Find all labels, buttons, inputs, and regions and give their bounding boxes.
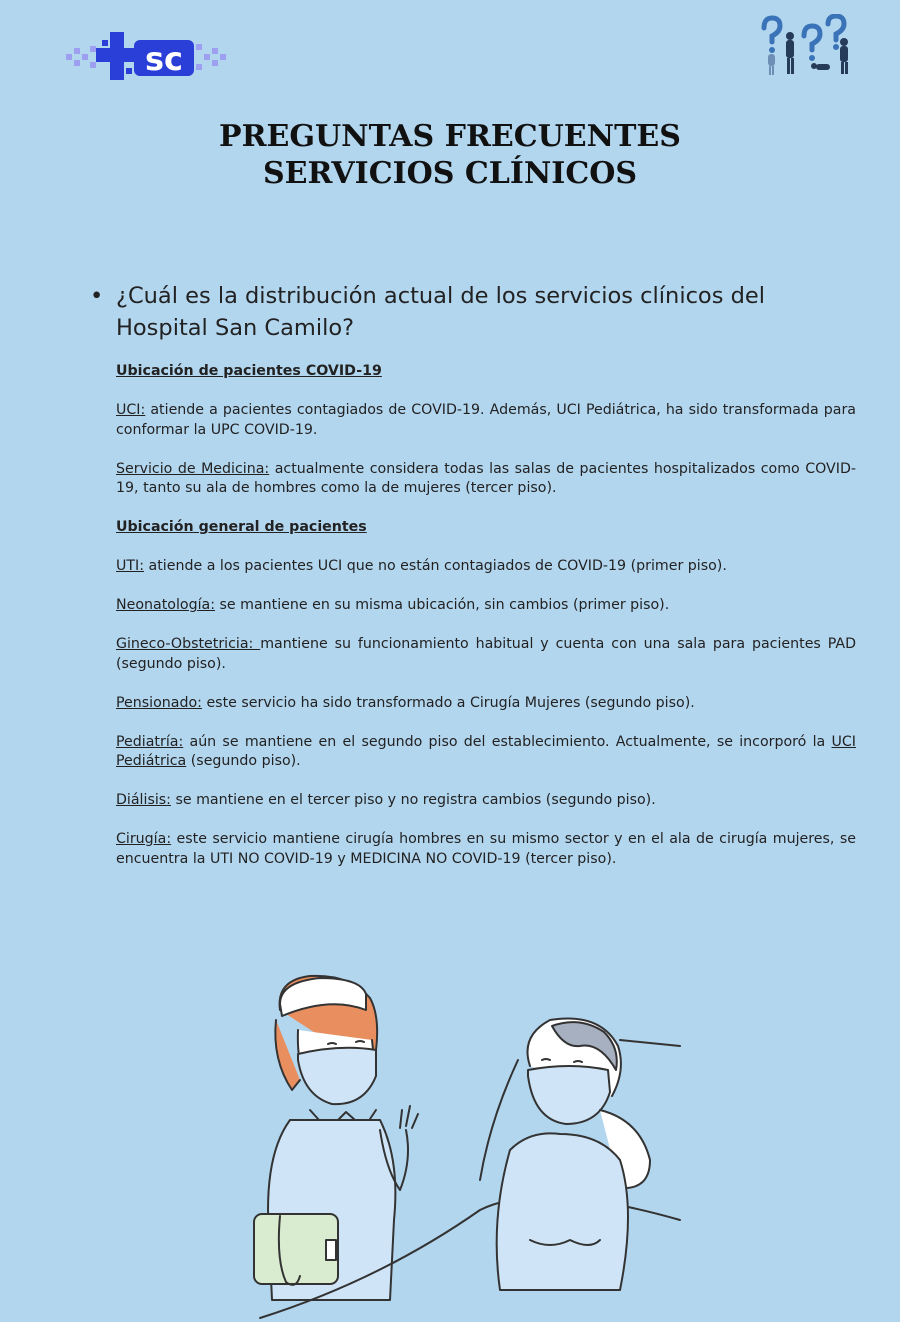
question-marks-illustration <box>756 14 852 76</box>
nurse-patient-illustration <box>180 920 740 1322</box>
service-text: este servicio mantiene cirugía hombres en su mismo sector y en el ala de cirugía mujeres, se encuentra la UTI NO COVID-19 y MEDICINA NO COVID-19 (tercer piso). <box>116 831 856 867</box>
service-label: Gineco-Obstetricia: <box>116 636 261 652</box>
service-text-secondary: (segundo piso). <box>186 753 301 769</box>
list-item <box>116 791 856 811</box>
service-text: atiende a pacientes contagiados de COVID-19. Además, UCI Pediátrica, ha sido transformada para conformar la UPC COVID-19. <box>116 402 856 438</box>
list-item <box>116 557 856 577</box>
faq-question <box>90 280 810 344</box>
hospital-logo <box>64 28 230 86</box>
service-label-secondary: UCI Pediátrica <box>116 733 856 769</box>
service-text: se mantiene en su misma ubicación, sin cambios (primer piso). <box>215 597 670 613</box>
list-item <box>116 460 856 499</box>
service-text: actualmente considera todas las salas de pacientes hospitalizados como COVID-19, tanto su ala de hombres como la de mujeres (tercer piso). <box>116 460 856 496</box>
service-label: UTI: <box>116 558 145 574</box>
section-heading-general: Ubicación general de pacientes <box>116 519 367 535</box>
service-label: Pediatría: <box>116 733 184 750</box>
service-text: este servicio ha sido transformado a Cirugía Mujeres (segundo piso). <box>201 694 695 711</box>
answer-content <box>116 362 856 889</box>
list-item <box>116 694 856 714</box>
service-label: Diálisis: <box>116 792 171 808</box>
page-title <box>0 118 900 192</box>
service-label: Pensionado: <box>116 694 202 711</box>
list-item <box>116 635 856 674</box>
service-text: atiende a los pacientes UCI que no están contagiados de COVID-19 (primer piso). <box>144 558 727 574</box>
service-label: Cirugía: <box>116 831 172 847</box>
service-text: se mantiene en el tercer piso y no registra cambios (segundo piso). <box>170 792 656 808</box>
title-line-1: PREGUNTAS FRECUENTES <box>219 119 681 154</box>
bullet-icon: • <box>90 283 104 309</box>
list-item <box>116 596 856 616</box>
service-label: Servicio de Medicina: <box>116 460 270 477</box>
title-line-2: SERVICIOS CLÍNICOS <box>263 156 637 191</box>
service-label: Neonatología: <box>116 597 215 613</box>
list-item <box>116 733 856 772</box>
service-text: aún se mantiene en el segundo piso del establecimiento. Actualmente, se incorporó la <box>183 733 832 750</box>
section-heading-covid: Ubicación de pacientes COVID-19 <box>116 363 382 379</box>
list-item <box>116 830 856 869</box>
list-item <box>116 401 856 440</box>
service-text: mantiene su funcionamiento habitual y cuenta con una sala para pacientes PAD (segundo piso). <box>116 636 856 672</box>
service-label: UCI: <box>116 402 146 418</box>
question-text: ¿Cuál es la distribución actual de los servicios clínicos del Hospital San Camilo? <box>116 283 765 341</box>
svg-text:sc: sc <box>144 40 184 78</box>
